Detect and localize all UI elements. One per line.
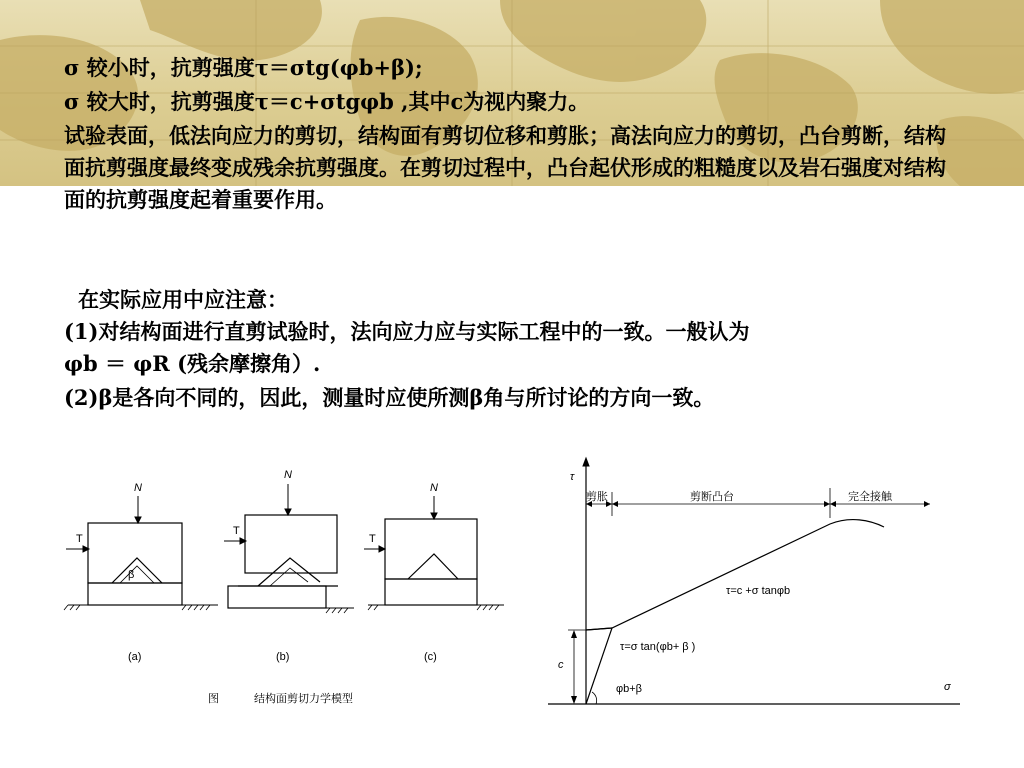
equation-high-stress: τ=c +σ tanφb: [726, 585, 791, 597]
cohesion-label: c: [558, 659, 564, 671]
sub-label-a: (a): [128, 651, 142, 663]
formula-high-stress: σ 较大时，抗剪强度τ＝c+σtgφb ,其中c为视内聚力。: [64, 89, 590, 114]
svg-text:T: T: [233, 525, 240, 537]
shear-model-figure: [58, 462, 518, 712]
equation-low-stress: τ=σ tan(φb+ β ): [620, 641, 696, 653]
model-a: [64, 482, 218, 663]
low-stress-line: [586, 628, 612, 704]
angle-beta-label: β: [128, 569, 135, 581]
svg-text:N: N: [284, 469, 292, 481]
normal-force-label: N: [134, 482, 142, 494]
zone-dilation-label: 剪胀: [586, 491, 608, 503]
sub-label-b: (b): [276, 651, 290, 663]
high-stress-envelope: [586, 520, 884, 630]
shear-strength-envelope: [540, 452, 990, 712]
tau-axis-label: τ: [570, 471, 575, 483]
note-2: (2)β是各向不同的，因此，测量时应使所测β角与所讨论的方向一致。: [64, 385, 715, 410]
friction-angle-label: φb+β: [616, 683, 643, 695]
note-1-line-1: (1)对结构面进行直剪试验时，法向应力应与实际工程中的一致。一般认为: [64, 319, 750, 344]
figure-caption-prefix: 图: [208, 693, 219, 705]
svg-text:T: T: [369, 533, 376, 545]
figure-caption: 结构面剪切力学模型: [254, 693, 353, 705]
model-c: [364, 482, 504, 663]
zone-full-contact-label: 完全接触: [848, 491, 892, 503]
shear-force-label: T: [76, 533, 83, 545]
sigma-axis-label: σ: [944, 681, 951, 693]
test-surface-paragraph: 试验表面，低法向应力的剪切，结构面有剪切位移和剪胀；高法向应力的剪切，凸台剪断，结构面抗剪强度最终变成残余抗剪强度。在剪切过程中，凸台起伏形成的粗糙度以及岩石强度对结构面的抗剪强度起着重要作用。: [64, 123, 946, 212]
model-b: [224, 469, 354, 663]
note-1-line-2: φb ＝ φR (残余摩擦角）.: [64, 351, 321, 376]
zone-shear-off-label: 剪断凸台: [690, 491, 734, 503]
sub-label-c: (c): [424, 651, 437, 663]
svg-text:N: N: [430, 482, 438, 494]
notes-heading: 在实际应用中应注意：: [78, 287, 288, 312]
formula-low-stress: σ 较小时，抗剪强度τ＝σtg(φb+β);: [64, 55, 423, 80]
